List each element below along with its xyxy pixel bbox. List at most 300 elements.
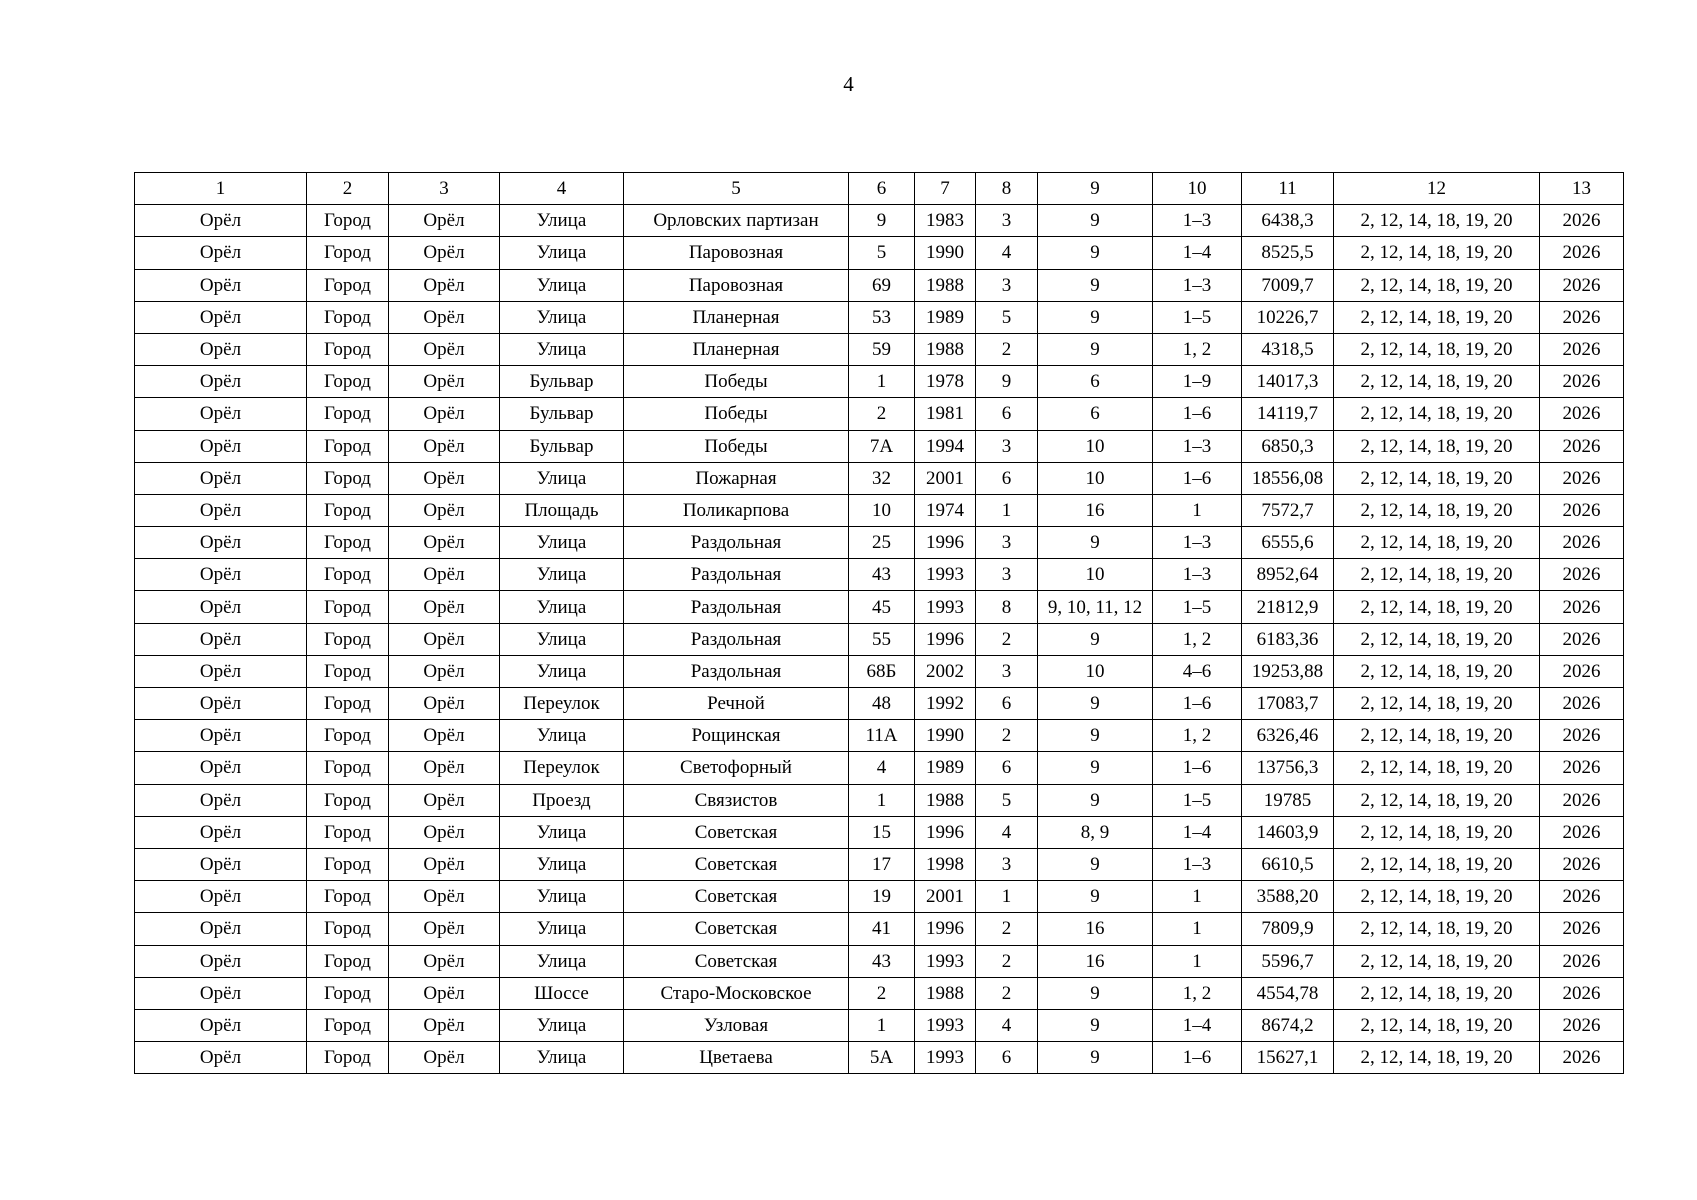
table-cell: 1–3 <box>1153 527 1242 559</box>
column-header-7: 7 <box>915 173 976 205</box>
table-cell: 10 <box>1038 655 1153 687</box>
table-cell: Город <box>307 1042 389 1074</box>
table-cell: 2026 <box>1540 494 1624 526</box>
table-cell: 10 <box>849 494 915 526</box>
table-cell: 21812,9 <box>1242 591 1334 623</box>
table-cell: Орёл <box>389 559 500 591</box>
table-row <box>135 945 1624 977</box>
table-cell: Город <box>307 816 389 848</box>
table-cell: Улица <box>500 1009 624 1041</box>
table-cell: 4 <box>976 1009 1038 1041</box>
table-cell: 5А <box>849 1042 915 1074</box>
table-cell: 15 <box>849 816 915 848</box>
table-cell: 14603,9 <box>1242 816 1334 848</box>
table-cell: Рощинская <box>624 720 849 752</box>
table-cell: Орёл <box>389 784 500 816</box>
table-cell: 68Б <box>849 655 915 687</box>
table-cell: 14017,3 <box>1242 366 1334 398</box>
table-cell: 6555,6 <box>1242 527 1334 559</box>
table-row <box>135 559 1624 591</box>
table-cell: 19253,88 <box>1242 655 1334 687</box>
table-cell: 2, 12, 14, 18, 19, 20 <box>1334 237 1540 269</box>
table-header <box>135 173 1624 205</box>
table-cell: Город <box>307 784 389 816</box>
table-cell: 2026 <box>1540 913 1624 945</box>
table-cell: Орёл <box>389 1042 500 1074</box>
table-cell: Орёл <box>135 655 307 687</box>
table-cell: 9, 10, 11, 12 <box>1038 591 1153 623</box>
column-header-8: 8 <box>976 173 1038 205</box>
table-cell: 1996 <box>915 816 976 848</box>
table-cell: Речной <box>624 688 849 720</box>
table-cell: 3588,20 <box>1242 881 1334 913</box>
table-cell: 2026 <box>1540 881 1624 913</box>
table-cell: 9 <box>1038 205 1153 237</box>
table-cell: 5596,7 <box>1242 945 1334 977</box>
table-cell: 6610,5 <box>1242 848 1334 880</box>
table-cell: Город <box>307 430 389 462</box>
table-cell: 4 <box>976 816 1038 848</box>
table-cell: Улица <box>500 462 624 494</box>
table-cell: 45 <box>849 591 915 623</box>
table-cell: Старо-Московское <box>624 977 849 1009</box>
table-cell: 9 <box>1038 269 1153 301</box>
column-header-3: 3 <box>389 173 500 205</box>
table-row <box>135 913 1624 945</box>
table-cell: 1993 <box>915 1009 976 1041</box>
table-cell: 1–4 <box>1153 816 1242 848</box>
table-cell: 1–4 <box>1153 237 1242 269</box>
table-cell: Орёл <box>135 591 307 623</box>
table-cell: 2, 12, 14, 18, 19, 20 <box>1334 494 1540 526</box>
table-cell: 9 <box>1038 1009 1153 1041</box>
table-cell: Орёл <box>389 752 500 784</box>
table-cell: 2002 <box>915 655 976 687</box>
table-cell: Поликарпова <box>624 494 849 526</box>
column-header-9: 9 <box>1038 173 1153 205</box>
table-cell: 2, 12, 14, 18, 19, 20 <box>1334 333 1540 365</box>
column-header-1: 1 <box>135 173 307 205</box>
table-cell: Орёл <box>135 881 307 913</box>
table-row <box>135 462 1624 494</box>
table-cell: 1988 <box>915 977 976 1009</box>
table-cell: 43 <box>849 945 915 977</box>
table-cell: 1996 <box>915 913 976 945</box>
table-cell: 9 <box>1038 527 1153 559</box>
table-cell: 2026 <box>1540 269 1624 301</box>
table-cell: 2026 <box>1540 527 1624 559</box>
table-cell: Город <box>307 366 389 398</box>
table-cell: 1–6 <box>1153 688 1242 720</box>
table-cell: Орёл <box>135 366 307 398</box>
table-cell: 9 <box>1038 688 1153 720</box>
table-cell: 13756,3 <box>1242 752 1334 784</box>
table-cell: 1994 <box>915 430 976 462</box>
table-cell: 6 <box>976 462 1038 494</box>
table-row <box>135 591 1624 623</box>
table-cell: Город <box>307 881 389 913</box>
table-cell: Орёл <box>389 591 500 623</box>
table-cell: 48 <box>849 688 915 720</box>
table-cell: Орёл <box>135 945 307 977</box>
table-cell: Город <box>307 301 389 333</box>
table-cell: Цветаева <box>624 1042 849 1074</box>
table-cell: 3 <box>976 269 1038 301</box>
table-cell: Планерная <box>624 301 849 333</box>
table-cell: Улица <box>500 205 624 237</box>
column-header-11: 11 <box>1242 173 1334 205</box>
table-cell: Паровозная <box>624 269 849 301</box>
table-cell: 1 <box>849 366 915 398</box>
table-cell: 7009,7 <box>1242 269 1334 301</box>
table-cell: 1978 <box>915 366 976 398</box>
column-header-5: 5 <box>624 173 849 205</box>
table-cell: 2 <box>976 945 1038 977</box>
table-cell: 2, 12, 14, 18, 19, 20 <box>1334 977 1540 1009</box>
table-cell: Орёл <box>389 398 500 430</box>
table-cell: 2, 12, 14, 18, 19, 20 <box>1334 881 1540 913</box>
table-cell: 9 <box>1038 977 1153 1009</box>
table-cell: 6850,3 <box>1242 430 1334 462</box>
table-cell: 16 <box>1038 494 1153 526</box>
table-cell: 2, 12, 14, 18, 19, 20 <box>1334 205 1540 237</box>
table-cell: 1 <box>1153 881 1242 913</box>
table-cell: 1988 <box>915 269 976 301</box>
table-row <box>135 527 1624 559</box>
table-cell: 1983 <box>915 205 976 237</box>
table-cell: 2, 12, 14, 18, 19, 20 <box>1334 655 1540 687</box>
table-cell: 6 <box>976 752 1038 784</box>
table-cell: 2, 12, 14, 18, 19, 20 <box>1334 913 1540 945</box>
table-cell: 2, 12, 14, 18, 19, 20 <box>1334 398 1540 430</box>
table-cell: Орёл <box>389 301 500 333</box>
table-cell: 1988 <box>915 784 976 816</box>
table-cell: 59 <box>849 333 915 365</box>
column-header-13: 13 <box>1540 173 1624 205</box>
table-cell: 1 <box>849 1009 915 1041</box>
table-cell: Орёл <box>389 333 500 365</box>
table-cell: 2001 <box>915 462 976 494</box>
table-row <box>135 848 1624 880</box>
table-cell: Раздольная <box>624 655 849 687</box>
table-cell: Улица <box>500 301 624 333</box>
table-cell: Орёл <box>389 205 500 237</box>
table-cell: Раздольная <box>624 559 849 591</box>
table-cell: 1–3 <box>1153 848 1242 880</box>
table-cell: Орёл <box>135 398 307 430</box>
table-cell: 1 <box>1153 494 1242 526</box>
table-cell: 4318,5 <box>1242 333 1334 365</box>
table-cell: 1 <box>849 784 915 816</box>
table-cell: 9 <box>1038 333 1153 365</box>
table-cell: 8525,5 <box>1242 237 1334 269</box>
table-cell: Улица <box>500 720 624 752</box>
table-cell: 6 <box>976 398 1038 430</box>
table-cell: 2, 12, 14, 18, 19, 20 <box>1334 527 1540 559</box>
table-cell: 4 <box>849 752 915 784</box>
table-cell: Орёл <box>135 752 307 784</box>
table-cell: 2 <box>976 977 1038 1009</box>
table-row <box>135 398 1624 430</box>
table-cell: Город <box>307 333 389 365</box>
table-cell: 19 <box>849 881 915 913</box>
table-row <box>135 977 1624 1009</box>
table-cell: Орёл <box>389 269 500 301</box>
table-cell: Город <box>307 398 389 430</box>
table-cell: 1993 <box>915 559 976 591</box>
table-cell: 1998 <box>915 848 976 880</box>
table-row <box>135 720 1624 752</box>
table-cell: 2026 <box>1540 977 1624 1009</box>
table-cell: Узловая <box>624 1009 849 1041</box>
table-cell: 2026 <box>1540 688 1624 720</box>
table-cell: 2026 <box>1540 752 1624 784</box>
table-cell: 1–6 <box>1153 752 1242 784</box>
table-cell: Город <box>307 494 389 526</box>
table-cell: 1–6 <box>1153 1042 1242 1074</box>
table-cell: Улица <box>500 945 624 977</box>
table-cell: 1, 2 <box>1153 977 1242 1009</box>
table-cell: Орёл <box>389 430 500 462</box>
table-cell: 6 <box>976 688 1038 720</box>
header-row <box>135 173 1624 205</box>
table-cell: 1–4 <box>1153 1009 1242 1041</box>
registry-table <box>134 172 1624 1074</box>
table-cell: 18556,08 <box>1242 462 1334 494</box>
table-cell: Улица <box>500 655 624 687</box>
table-cell: Раздольная <box>624 591 849 623</box>
table-cell: 6 <box>1038 398 1153 430</box>
table-cell: 9 <box>849 205 915 237</box>
column-header-4: 4 <box>500 173 624 205</box>
table-cell: 2, 12, 14, 18, 19, 20 <box>1334 720 1540 752</box>
table-cell: Город <box>307 559 389 591</box>
table-cell: Орёл <box>389 462 500 494</box>
column-header-6: 6 <box>849 173 915 205</box>
table-cell: 9 <box>976 366 1038 398</box>
table-cell: 1989 <box>915 301 976 333</box>
table-cell: Город <box>307 752 389 784</box>
table-cell: Орёл <box>389 655 500 687</box>
table-cell: 6326,46 <box>1242 720 1334 752</box>
table-cell: Советская <box>624 913 849 945</box>
table-cell: Орёл <box>389 816 500 848</box>
table-cell: 4554,78 <box>1242 977 1334 1009</box>
table-cell: 1990 <box>915 720 976 752</box>
table-row <box>135 623 1624 655</box>
table-cell: 41 <box>849 913 915 945</box>
table-cell: 1993 <box>915 591 976 623</box>
table-cell: 43 <box>849 559 915 591</box>
table-cell: Орёл <box>135 462 307 494</box>
table-cell: 3 <box>976 848 1038 880</box>
table-cell: Улица <box>500 237 624 269</box>
table-row <box>135 1042 1624 1074</box>
table-cell: Орёл <box>389 494 500 526</box>
table-cell: Улица <box>500 559 624 591</box>
table-cell: 2026 <box>1540 816 1624 848</box>
table-cell: 2 <box>976 913 1038 945</box>
table-cell: 1–9 <box>1153 366 1242 398</box>
table-row <box>135 269 1624 301</box>
table-cell: 2, 12, 14, 18, 19, 20 <box>1334 430 1540 462</box>
table-cell: Город <box>307 977 389 1009</box>
table-cell: 5 <box>976 301 1038 333</box>
table-cell: Город <box>307 720 389 752</box>
table-cell: Раздольная <box>624 623 849 655</box>
table-cell: 7809,9 <box>1242 913 1334 945</box>
table-cell: Орёл <box>135 269 307 301</box>
table-cell: 2, 12, 14, 18, 19, 20 <box>1334 462 1540 494</box>
table-body <box>135 205 1624 1074</box>
table-cell: 55 <box>849 623 915 655</box>
table-cell: 17083,7 <box>1242 688 1334 720</box>
table-cell: 2026 <box>1540 559 1624 591</box>
table-cell: 9 <box>1038 720 1153 752</box>
table-cell: 69 <box>849 269 915 301</box>
table-cell: 1 <box>976 881 1038 913</box>
table-cell: 2026 <box>1540 430 1624 462</box>
table-cell: 1, 2 <box>1153 623 1242 655</box>
table-cell: Город <box>307 237 389 269</box>
table-cell: 2, 12, 14, 18, 19, 20 <box>1334 688 1540 720</box>
table-row <box>135 784 1624 816</box>
table-row <box>135 237 1624 269</box>
table-cell: 53 <box>849 301 915 333</box>
table-cell: 9 <box>1038 1042 1153 1074</box>
table-cell: 6438,3 <box>1242 205 1334 237</box>
table-cell: 2026 <box>1540 237 1624 269</box>
table-cell: 14119,7 <box>1242 398 1334 430</box>
table-cell: 2026 <box>1540 655 1624 687</box>
table-cell: Город <box>307 913 389 945</box>
table-cell: 2 <box>976 623 1038 655</box>
table-cell: Улица <box>500 848 624 880</box>
table-cell: Переулок <box>500 688 624 720</box>
table-cell: 9 <box>1038 881 1153 913</box>
table-cell: 1, 2 <box>1153 720 1242 752</box>
table-cell: 1996 <box>915 623 976 655</box>
table-cell: Город <box>307 462 389 494</box>
table-cell: 6 <box>976 1042 1038 1074</box>
table-cell: Улица <box>500 333 624 365</box>
table-cell: 9 <box>1038 848 1153 880</box>
table-cell: Орёл <box>389 366 500 398</box>
table-cell: 1993 <box>915 1042 976 1074</box>
table-cell: 1989 <box>915 752 976 784</box>
table-cell: 2026 <box>1540 333 1624 365</box>
table-cell: Орёл <box>135 301 307 333</box>
table-cell: 4–6 <box>1153 655 1242 687</box>
table-cell: Город <box>307 688 389 720</box>
table-cell: Переулок <box>500 752 624 784</box>
table-cell: 16 <box>1038 913 1153 945</box>
table-cell: 2, 12, 14, 18, 19, 20 <box>1334 1009 1540 1041</box>
table-cell: Орёл <box>135 559 307 591</box>
table-cell: 11А <box>849 720 915 752</box>
table-cell: Орёл <box>389 1009 500 1041</box>
table-row <box>135 205 1624 237</box>
column-header-2: 2 <box>307 173 389 205</box>
table-cell: Город <box>307 269 389 301</box>
table-cell: Улица <box>500 269 624 301</box>
table-cell: Паровозная <box>624 237 849 269</box>
table-cell: Город <box>307 1009 389 1041</box>
table-cell: Связистов <box>624 784 849 816</box>
table-row <box>135 430 1624 462</box>
table-cell: 1–5 <box>1153 301 1242 333</box>
table-cell: 2026 <box>1540 591 1624 623</box>
table-cell: Победы <box>624 366 849 398</box>
table-cell: Орёл <box>389 913 500 945</box>
table-cell: 2, 12, 14, 18, 19, 20 <box>1334 784 1540 816</box>
table-cell: Улица <box>500 913 624 945</box>
table-cell: 1 <box>1153 945 1242 977</box>
table-cell: Город <box>307 527 389 559</box>
table-cell: 1–3 <box>1153 430 1242 462</box>
table-cell: Город <box>307 945 389 977</box>
table-cell: 16 <box>1038 945 1153 977</box>
table-row <box>135 655 1624 687</box>
table-cell: 2026 <box>1540 366 1624 398</box>
table-cell: 1–3 <box>1153 269 1242 301</box>
table-cell: Советская <box>624 816 849 848</box>
table-cell: 3 <box>976 205 1038 237</box>
table-cell: Орёл <box>135 205 307 237</box>
table-cell: 2026 <box>1540 1042 1624 1074</box>
table-cell: 2026 <box>1540 1009 1624 1041</box>
table-cell: Город <box>307 623 389 655</box>
table-cell: Орёл <box>389 237 500 269</box>
table-cell: Орёл <box>389 688 500 720</box>
table-row <box>135 881 1624 913</box>
table-cell: Советская <box>624 848 849 880</box>
table-cell: Улица <box>500 527 624 559</box>
table-cell: Бульвар <box>500 398 624 430</box>
table-cell: 2026 <box>1540 720 1624 752</box>
table-cell: Город <box>307 848 389 880</box>
table-cell: 17 <box>849 848 915 880</box>
table-cell: Орёл <box>135 688 307 720</box>
table-row <box>135 494 1624 526</box>
table-cell: 1993 <box>915 945 976 977</box>
column-header-10: 10 <box>1153 173 1242 205</box>
table-cell: Орёл <box>135 977 307 1009</box>
table-cell: 25 <box>849 527 915 559</box>
table-cell: 3 <box>976 430 1038 462</box>
table-cell: 2, 12, 14, 18, 19, 20 <box>1334 1042 1540 1074</box>
table-cell: Орёл <box>389 945 500 977</box>
table-cell: Орёл <box>389 881 500 913</box>
table-cell: 10 <box>1038 430 1153 462</box>
table-cell: Орёл <box>135 720 307 752</box>
table-cell: 2026 <box>1540 848 1624 880</box>
table-cell: 2, 12, 14, 18, 19, 20 <box>1334 848 1540 880</box>
table-cell: 1–6 <box>1153 462 1242 494</box>
table-cell: Орёл <box>135 333 307 365</box>
table-cell: Орёл <box>389 720 500 752</box>
table-cell: 1–3 <box>1153 559 1242 591</box>
table-cell: 9 <box>1038 623 1153 655</box>
table-cell: Победы <box>624 430 849 462</box>
table-cell: 2, 12, 14, 18, 19, 20 <box>1334 559 1540 591</box>
table-cell: Орёл <box>135 430 307 462</box>
table-cell: 2 <box>849 398 915 430</box>
table-cell: Орловских партизан <box>624 205 849 237</box>
table-cell: 9 <box>1038 784 1153 816</box>
table-cell: 2026 <box>1540 462 1624 494</box>
table-cell: 8952,64 <box>1242 559 1334 591</box>
